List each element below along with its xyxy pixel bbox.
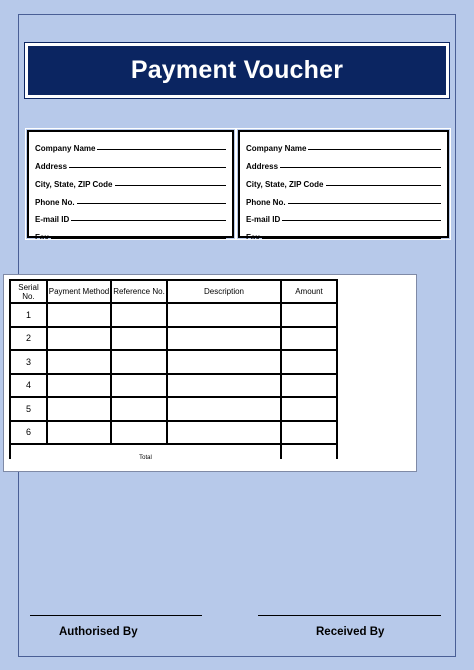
received-by-label: Received By [316,626,385,638]
field-label: Address [246,161,279,171]
table-row [10,421,337,445]
right-company-box [238,130,449,243]
payment-method-cell[interactable] [47,374,111,398]
reference-no-cell[interactable] [111,374,167,398]
field-label: City, State, ZIP Code [35,179,113,189]
description-cell[interactable] [167,374,281,398]
field-line [97,149,226,150]
serial-cell: 3 [10,350,47,374]
page-title: Payment Voucher [130,56,344,84]
total-label-cell [10,444,281,459]
serial-cell: 6 [10,421,47,445]
description-cell[interactable] [167,303,281,327]
payment-method-cell[interactable] [47,350,111,374]
table-row [10,397,337,421]
serial-cell: 4 [10,374,47,398]
total-amount-cell[interactable] [281,444,337,459]
company-name-field[interactable] [35,135,226,153]
fax-field[interactable] [35,224,226,242]
header-amount: Amount [281,280,337,303]
reference-no-cell[interactable] [111,397,167,421]
field-label: Address [35,161,68,171]
description-cell[interactable] [167,421,281,445]
field-line [326,185,442,186]
table-row [10,303,337,327]
field-label: Fax [35,233,49,243]
signature-line[interactable] [30,615,202,616]
table-row [10,350,337,374]
description-cell[interactable] [167,327,281,351]
field-line [69,167,226,168]
field-label: E-mail ID [35,215,70,225]
payment-method-cell[interactable] [47,327,111,351]
field-line [282,220,441,221]
left-company-box [27,130,234,243]
serial-cell: 2 [10,327,47,351]
table-row [10,374,337,398]
amount-cell[interactable] [281,374,337,398]
description-cell[interactable] [167,397,281,421]
field-label: Company Name [246,143,307,153]
field-line [115,185,227,186]
field-line [288,203,441,204]
field-line [71,220,226,221]
phone-field[interactable] [246,189,441,207]
payment-method-cell[interactable] [47,421,111,445]
table-header-row [10,280,337,303]
header-payment-method: Payment Method [47,280,111,303]
amount-cell[interactable] [281,350,337,374]
field-line [280,167,441,168]
reference-no-cell[interactable] [111,350,167,374]
city-state-zip-field[interactable] [246,171,441,189]
table-row [10,327,337,351]
payment-table [9,279,338,459]
title-banner [25,43,449,98]
serial-cell: 5 [10,397,47,421]
payment-method-cell[interactable] [47,397,111,421]
field-label: City, State, ZIP Code [246,179,324,189]
field-line [77,203,226,204]
field-label: Company Name [35,143,96,153]
reference-no-cell[interactable] [111,421,167,445]
description-cell[interactable] [167,350,281,374]
header-serial-no: Serial No. [10,280,47,303]
reference-no-cell[interactable] [111,303,167,327]
reference-no-cell[interactable] [111,327,167,351]
email-field[interactable] [35,207,226,225]
company-name-field[interactable] [246,135,441,153]
address-field[interactable] [35,153,226,171]
field-line [308,149,441,150]
total-label: Total [139,455,152,461]
field-label: Phone No. [246,197,286,207]
city-state-zip-field[interactable] [35,171,226,189]
payment-table-container [3,274,417,472]
email-field[interactable] [246,207,441,225]
received-signature [258,615,441,638]
address-field[interactable] [246,153,441,171]
amount-cell[interactable] [281,327,337,351]
authorised-by-label: Authorised By [59,626,138,638]
header-reference-no: Reference No. [111,280,167,303]
total-row [10,444,337,459]
serial-cell: 1 [10,303,47,327]
field-label: Fax [246,233,260,243]
authorised-signature [30,615,202,638]
phone-field[interactable] [35,189,226,207]
amount-cell[interactable] [281,303,337,327]
signature-line[interactable] [258,615,441,616]
field-label: E-mail ID [246,215,281,225]
field-line [51,238,226,239]
field-label: Phone No. [35,197,75,207]
field-line [262,238,441,239]
payment-method-cell[interactable] [47,303,111,327]
header-description: Description [167,280,281,303]
amount-cell[interactable] [281,397,337,421]
amount-cell[interactable] [281,421,337,445]
fax-field[interactable] [246,224,441,242]
